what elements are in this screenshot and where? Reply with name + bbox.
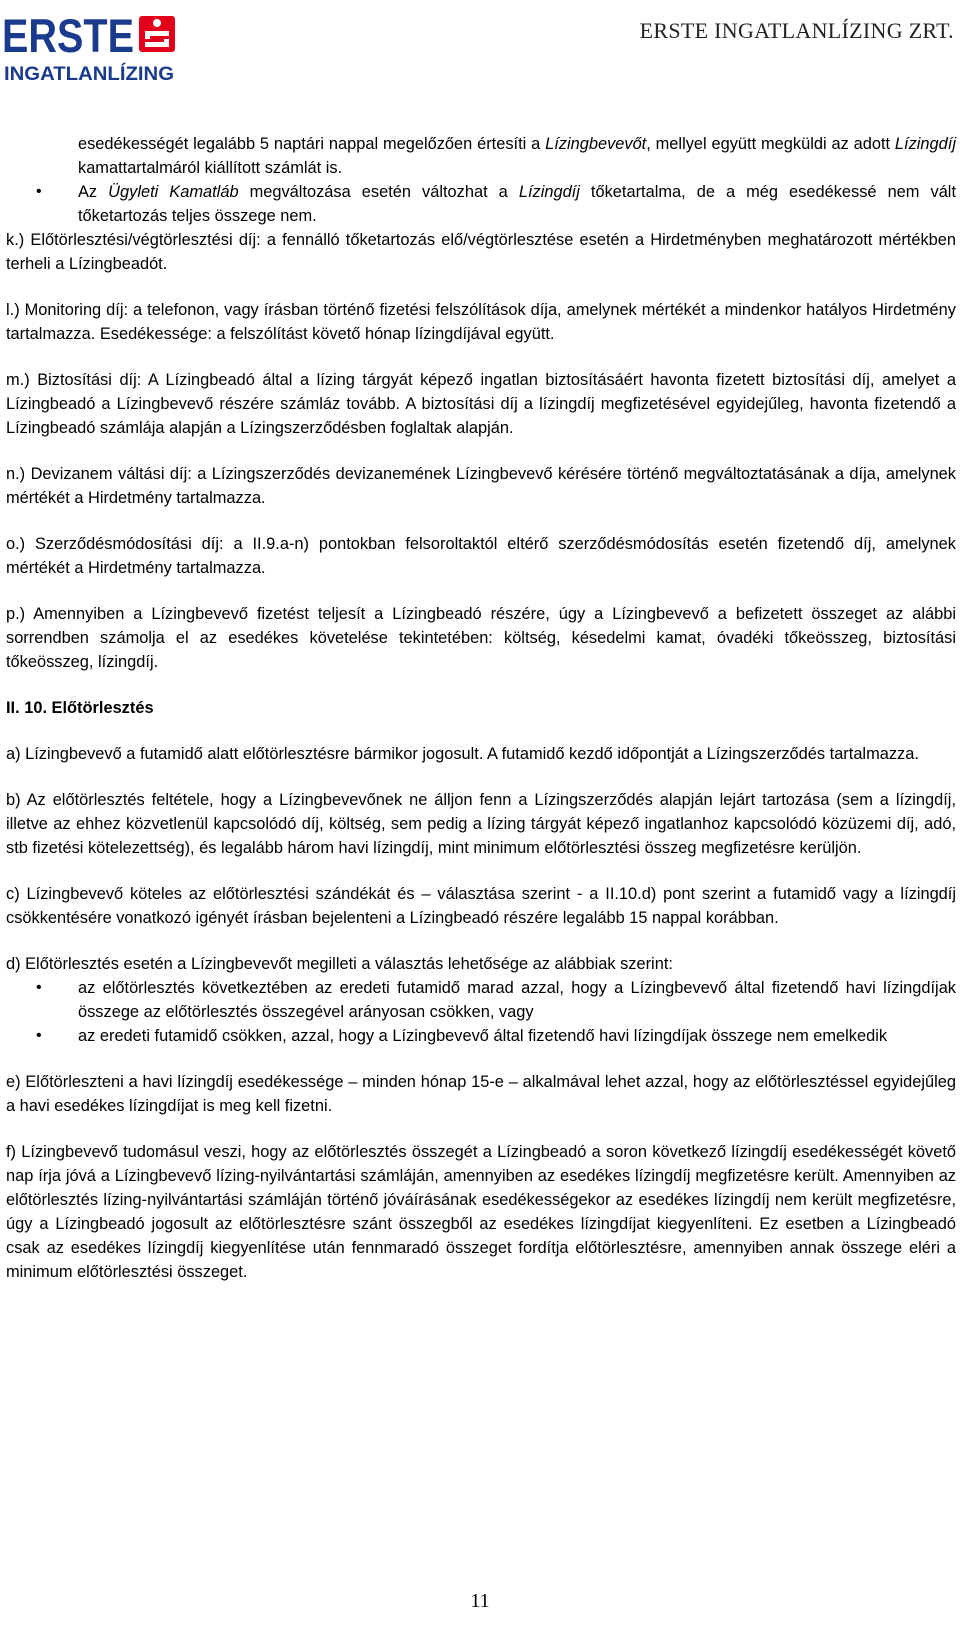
list-item: • az eredeti futamidő csökken, azzal, hogy a Lízingbevevő által fizetendő havi lízingdíjak összege nem emelkedik [6,1024,956,1048]
list-item: • Az Ügyleti Kamatláb megváltozása esetén változhat a Lízingdíj tőketartalma, de a még esedékessé nem vált tőketartozás teljes összege nem. [6,180,956,228]
paragraph-n: n.) Devizanem váltási díj: a Lízingszerződés devizanemének Lízingbevevő kérésére történő megváltoztatásának a díja, amelynek mértékét a Hirdetmény tartalmazza. [6,465,956,507]
paragraph-a: a) Lízingbevevő a futamidő alatt előtörlesztésre bármikor jogosult. A futamidő kezdő időpontját a Lízingszerződés tartalmazza. [6,745,919,763]
page-number: 11 [470,1590,490,1612]
paragraph-e: e) Előtörleszteni a havi lízingdíj esedékessége – minden hónap 15-e – alkalmával lehet azzal, hogy az előtörlesztéssel egyidejűleg a havi esedékes lízingdíjat is meg kell fizetni. [6,1073,956,1115]
page-header [0,0,960,100]
paragraph-d: d) Előtörlesztés esetén a Lízingbevevőt megilleti a választás lehetősége az alábbiak szerint: [6,955,673,973]
logo-sub-text: INGATLANLÍZING [4,64,164,85]
paragraph-b: b) Az előtörlesztés feltétele, hogy a Lízingbevevőnek ne álljon fenn a Lízingszerződés alapján lejárt tartozása (sem a lízingdíj, illetve az ehhez közvetlenül kapcsolódó díj, költség, sem pedig a lízing tárgyát képező ingatlanhoz kapcsolódó közüzemi díj, adó, stb fizetési kötelezettség), és legalább három havi lízingdíj, mint minimum előtörlesztési összeg megfizetésre kerüljön. [6,791,956,857]
logo-main-text: ERSTE [2,9,134,62]
bullet-list-options [6,976,956,1048]
sparkasse-s-icon [139,16,175,52]
list-item: • az előtörlesztés következtében az eredeti futamidő marad azzal, hogy a Lízingbevevő által fizetendő havi lízingdíjak összege az előtörlesztés összegével arányosan csökken, vagy [6,976,956,1024]
paragraph-o: o.) Szerződésmódosítási díj: a II.9.a-n) pontokban felsoroltaktól eltérő szerződésmódosítás esetén fizetendő díj, amelynek mértékét a Hirdetmény tartalmazza. [6,535,956,577]
paragraph-l: l.) Monitoring díj: a telefonon, vagy írásban történő fizetési felszólítások díja, amelynek mértékét a mindenkor hatályos Hirdetmény tartalmazza. Esedékessége: a felszólítást követő hónap lízingdíjával együtt. [6,301,956,343]
paragraph-m: m.) Biztosítási díj: A Lízingbeadó által a lízing tárgyát képező ingatlan biztosításáért havonta fizetett biztosítási díj, amelyet a Lízingbeadó a Lízingbevevő részére számláz tovább. A biztosítási díj a lízingdíj megfizetésével egyidejűleg, havonta fizetendő a Lízingbeadó számlája alapján a Lízingszerződésben foglaltak alapján. [6,371,956,437]
bullet-list-interest [6,180,956,228]
document-body [6,132,956,1306]
paragraph-k: k.) Előtörlesztési/végtörlesztési díj: a fennálló tőketartozás elő/végtörlesztése esetén a Hirdetményben meghatározott mértékben terheli a Lízingbeadót. [6,231,956,273]
erste-logo [2,8,182,88]
company-name: ERSTE INGATLANLÍZING ZRT. [639,18,954,43]
paragraph-f: f) Lízingbevevő tudomásul veszi, hogy az előtörlesztés összegét a Lízingbeadó a soron következő lízingdíj esedékességét követő nap írja jóvá a Lízingbevevő lízing-nyilvántartási számláján, amennyiben az esedékes lízingdíj megfizetésre került. Amennyiben az előtörlesztés lízing-nyilvántartási számláján történő jóváírásának esedékességekor az esedékes lízingdíj nem került megfizetésre, úgy a Lízingbeadó jogosult az előtörlesztésre szánt összegből az esedékes lízingdíjat kiegyenlíteni. Ez esetben a Lízingbeadó csak az esedékes lízingdíj kiegyenlítése után fennmaradó összeget fordítja előtörlesztésre, amennyiben annak összege eléri a minimum előtörlesztési összeget. [6,1143,956,1281]
section-heading: II. 10. Előtörlesztés [6,699,154,717]
continued-paragraph: esedékességét legalább 5 naptári nappal megelőzően értesíti a Lízingbevevőt, mellyel együtt megküldi az adott Lízingdíj kamattartalmáról kiállított számlát is. [78,135,956,177]
paragraph-p: p.) Amennyiben a Lízingbevevő fizetést teljesít a Lízingbeadó részére, úgy a Lízingbevevő a befizetett összeget az alábbi sorrendben számolja el az esedékes követelése tekintetében: költség, késedelmi kamat, óvadéki tőkeösszeg, biztosítási tőkeösszeg, lízingdíj. [6,605,956,671]
paragraph-c: c) Lízingbevevő köteles az előtörlesztési szándékát és – választása szerint - a II.10.d) pont szerint a futamidő vagy a lízingdíj csökkentésére vonatkozó igényét írásban bejelenteni a Lízingbeadó részére legalább 15 nappal korábban. [6,885,956,927]
